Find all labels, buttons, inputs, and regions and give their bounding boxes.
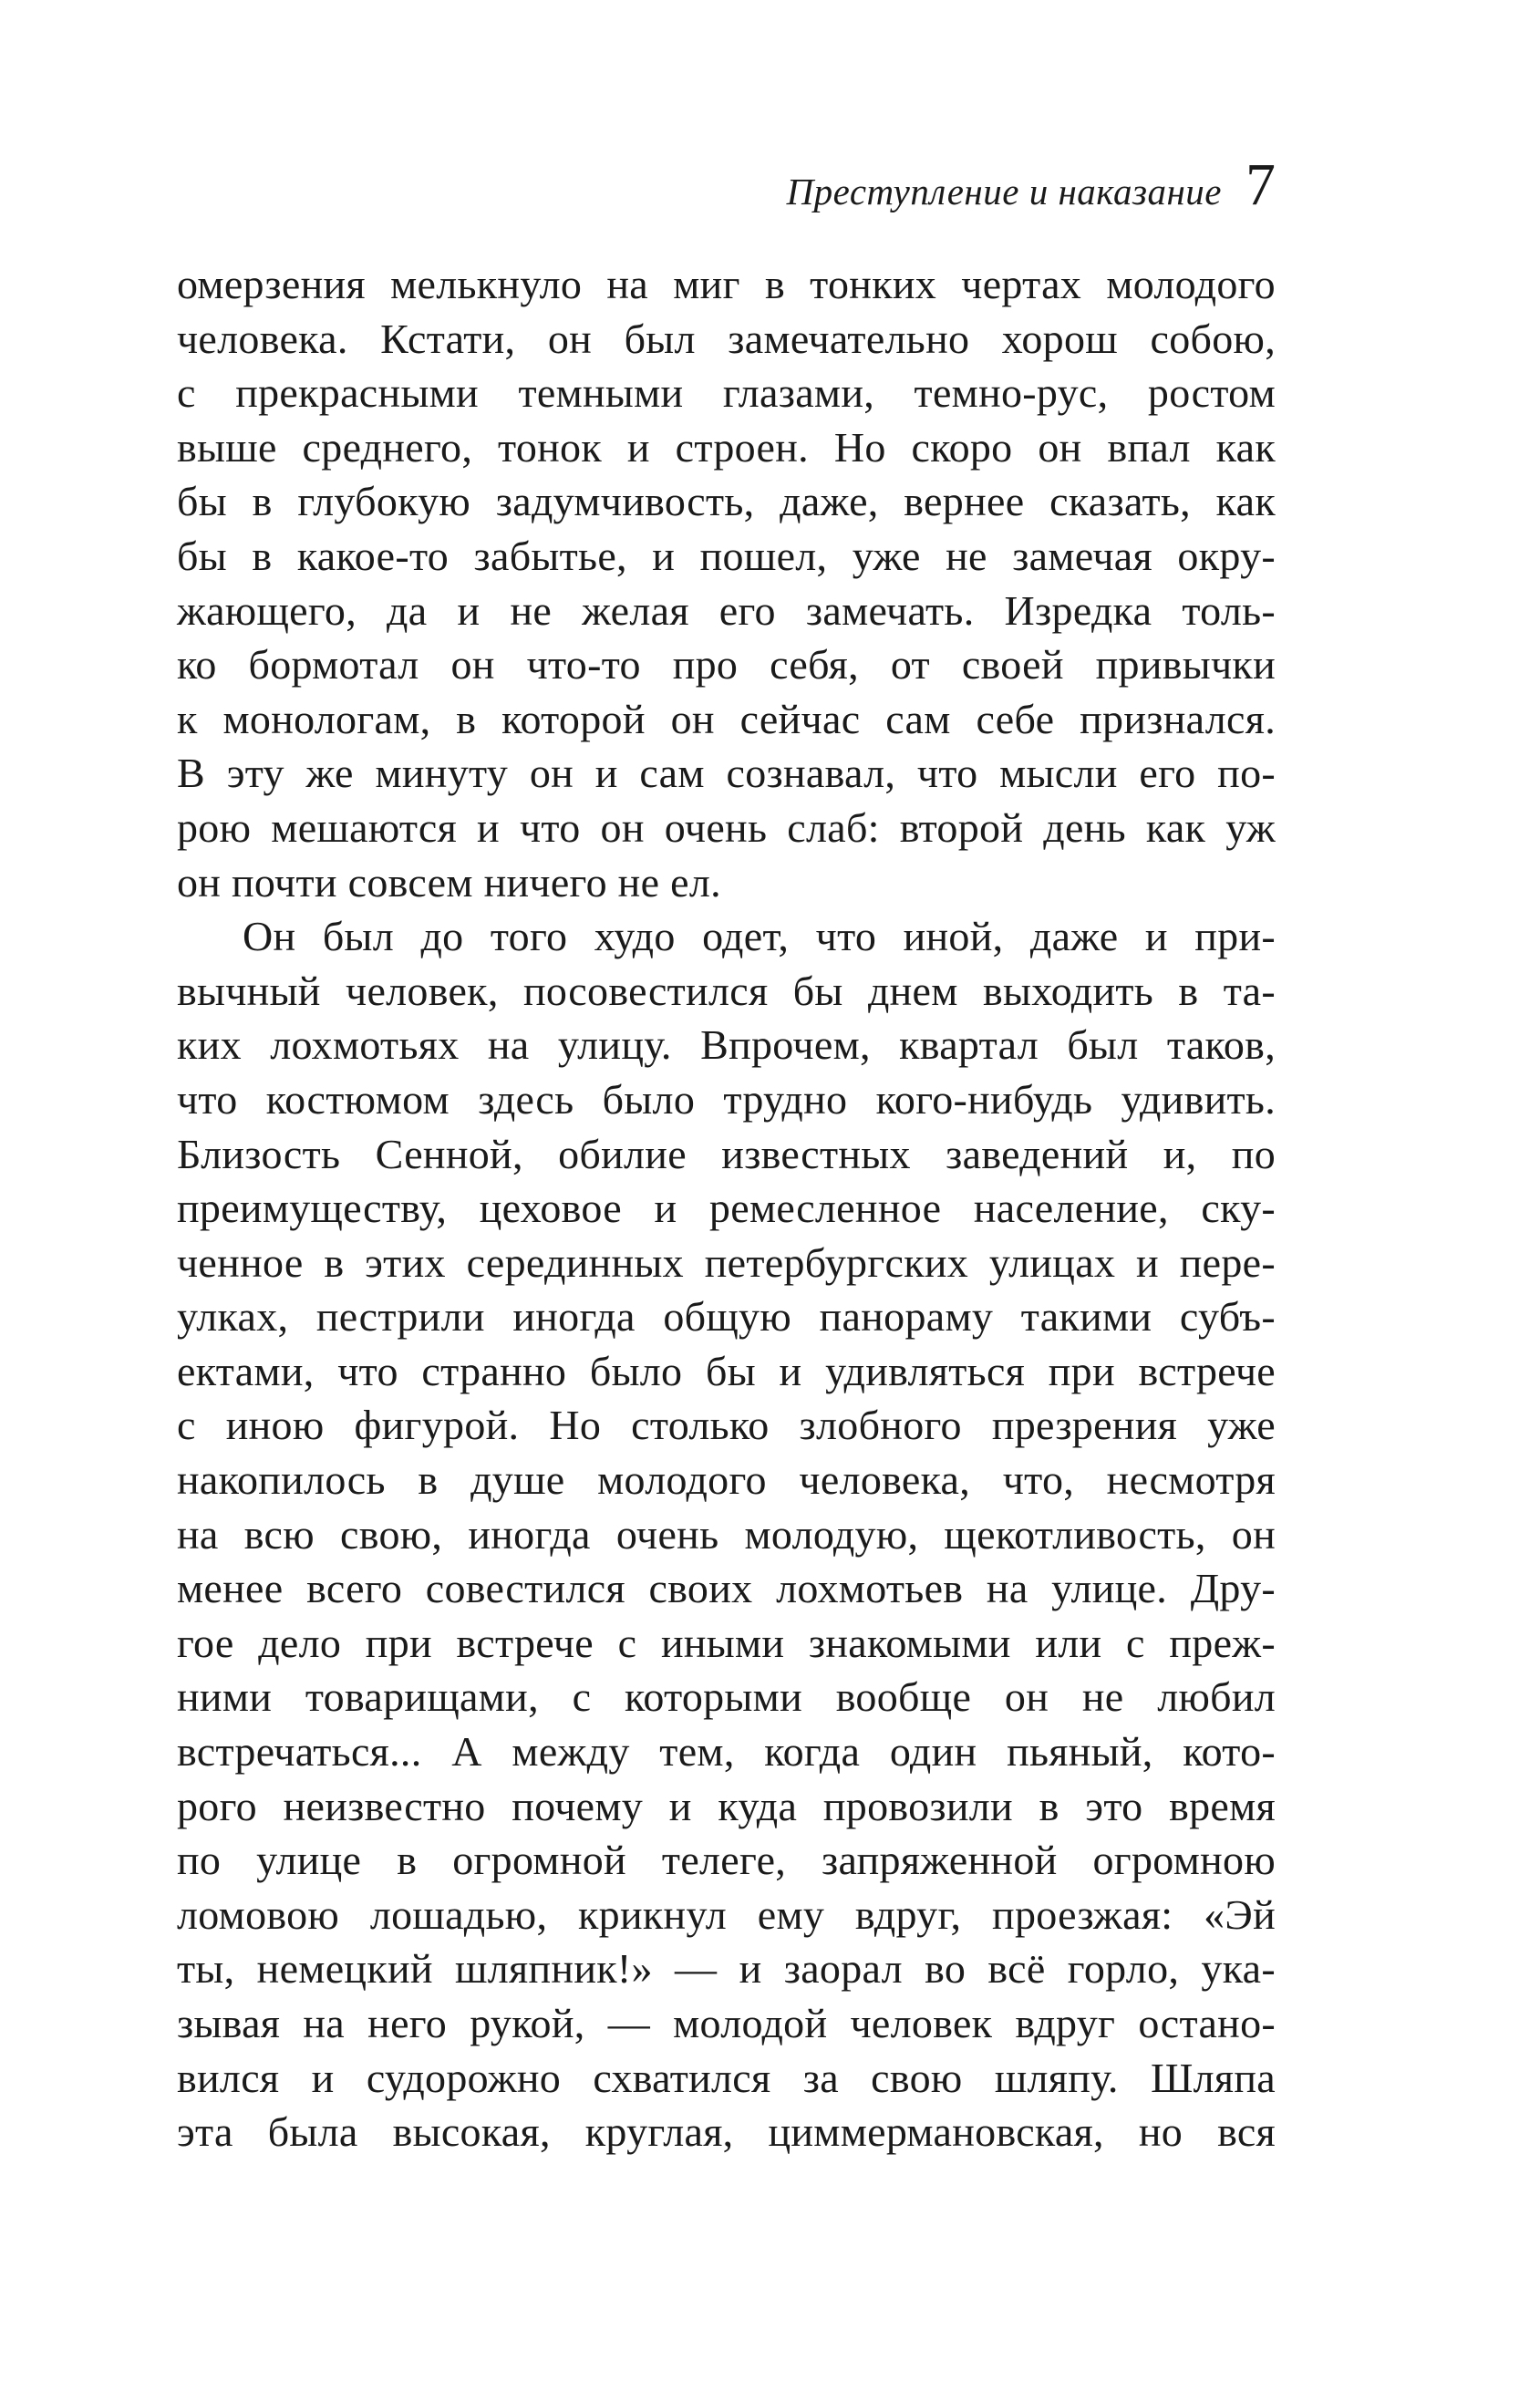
text-line: преимуществу, цеховое и ремесленное население, ску- bbox=[177, 1185, 1276, 1232]
text-line: вычный человек, посовестился бы днем выходить в та- bbox=[177, 967, 1276, 1014]
text-line: улках, пестрили иногда общую панораму такими субъ- bbox=[177, 1293, 1276, 1341]
text-line: зывая на него рукой, — молодой человек вдруг остано- bbox=[177, 2000, 1276, 2046]
text-line: выше среднего, тонок и строен. Но скоро он впал как bbox=[177, 423, 1276, 471]
text-line: ты, немецкий шляпник!» — и заорал во всё горло, ука- bbox=[177, 1945, 1276, 1993]
text-line: гое дело при встрече с иными знакомыми или с преж- bbox=[177, 1619, 1276, 1666]
text-line: В эту же минуту он и сам сознавал, что мысли его по- bbox=[177, 750, 1276, 797]
page-number: 7 bbox=[1245, 151, 1276, 218]
text-line: ких лохмотьях на улицу. Впрочем, квартал был таков, bbox=[177, 1021, 1276, 1069]
text-line: менее всего совестился своих лохмотьев на улице. Дру- bbox=[177, 1565, 1276, 1612]
text-line: с прекрасными темными глазами, темно-рус, ростом bbox=[177, 369, 1276, 417]
text-line: Близость Сенной, обилие известных заведений и, по bbox=[177, 1130, 1276, 1177]
body-text bbox=[177, 257, 1276, 2159]
paragraph bbox=[177, 909, 1276, 2159]
text-line: эта была высокая, круглая, циммермановская, но вся bbox=[177, 2108, 1276, 2156]
text-line: ко бормотал он что-то про себя, от своей привычки bbox=[177, 641, 1276, 689]
text-line: что костюмом здесь было трудно кого-нибудь удивить. bbox=[177, 1075, 1276, 1123]
text-line: Он был до того худо одет, что иной, даже и при- bbox=[243, 913, 1276, 960]
paragraph bbox=[177, 257, 1276, 909]
text-line: он почти совсем ничего не ел. bbox=[177, 858, 721, 906]
text-line: накопилось в душе молодого человека, что, несмотря bbox=[177, 1456, 1276, 1504]
text-line: рого неизвестно почему и куда провозили в это время bbox=[177, 1782, 1276, 1829]
text-line: на всю свою, иногда очень молодую, щекотливость, он bbox=[177, 1510, 1276, 1558]
text-line: по улице в огромной телеге, запряженной огромною bbox=[177, 1837, 1276, 1884]
text-line: с иною фигурой. Но столько злобного презрения уже bbox=[177, 1402, 1276, 1449]
text-line: бы в какое-то забытье, и пошел, уже не замечая окру- bbox=[177, 532, 1276, 579]
text-line: рою мешаются и что он очень слаб: второй день как уж bbox=[177, 803, 1276, 851]
text-line: ломовою лошадью, крикнул ему вдруг, проезжая: «Эй bbox=[177, 1890, 1276, 1938]
text-line: омерзения мелькнуло на миг в тонких чертах молодого bbox=[177, 261, 1276, 307]
running-head bbox=[786, 151, 1276, 228]
text-line: вился и судорожно схватился за свою шляпу. Шляпа bbox=[177, 2054, 1276, 2101]
text-line: жающего, да и не желая его замечать. Изредка толь- bbox=[177, 586, 1276, 634]
text-line: встречаться... А между тем, когда один пьяный, кото- bbox=[177, 1728, 1276, 1776]
text-line: бы в глубокую задумчивость, даже, вернее сказать, как bbox=[177, 478, 1276, 525]
running-title: Преступление и наказание bbox=[786, 171, 1222, 212]
text-line: ними товарищами, с которыми вообще он не любил bbox=[177, 1673, 1276, 1721]
text-line: ченное в этих серединных петербургских улицах и пере- bbox=[177, 1238, 1276, 1286]
text-line: к монологам, в которой он сейчас сам себе признался. bbox=[177, 695, 1276, 742]
text-line: ектами, что странно было бы и удивляться при встрече bbox=[177, 1347, 1276, 1394]
text-line: человека. Кстати, он был замечательно хорош собою, bbox=[177, 315, 1276, 362]
